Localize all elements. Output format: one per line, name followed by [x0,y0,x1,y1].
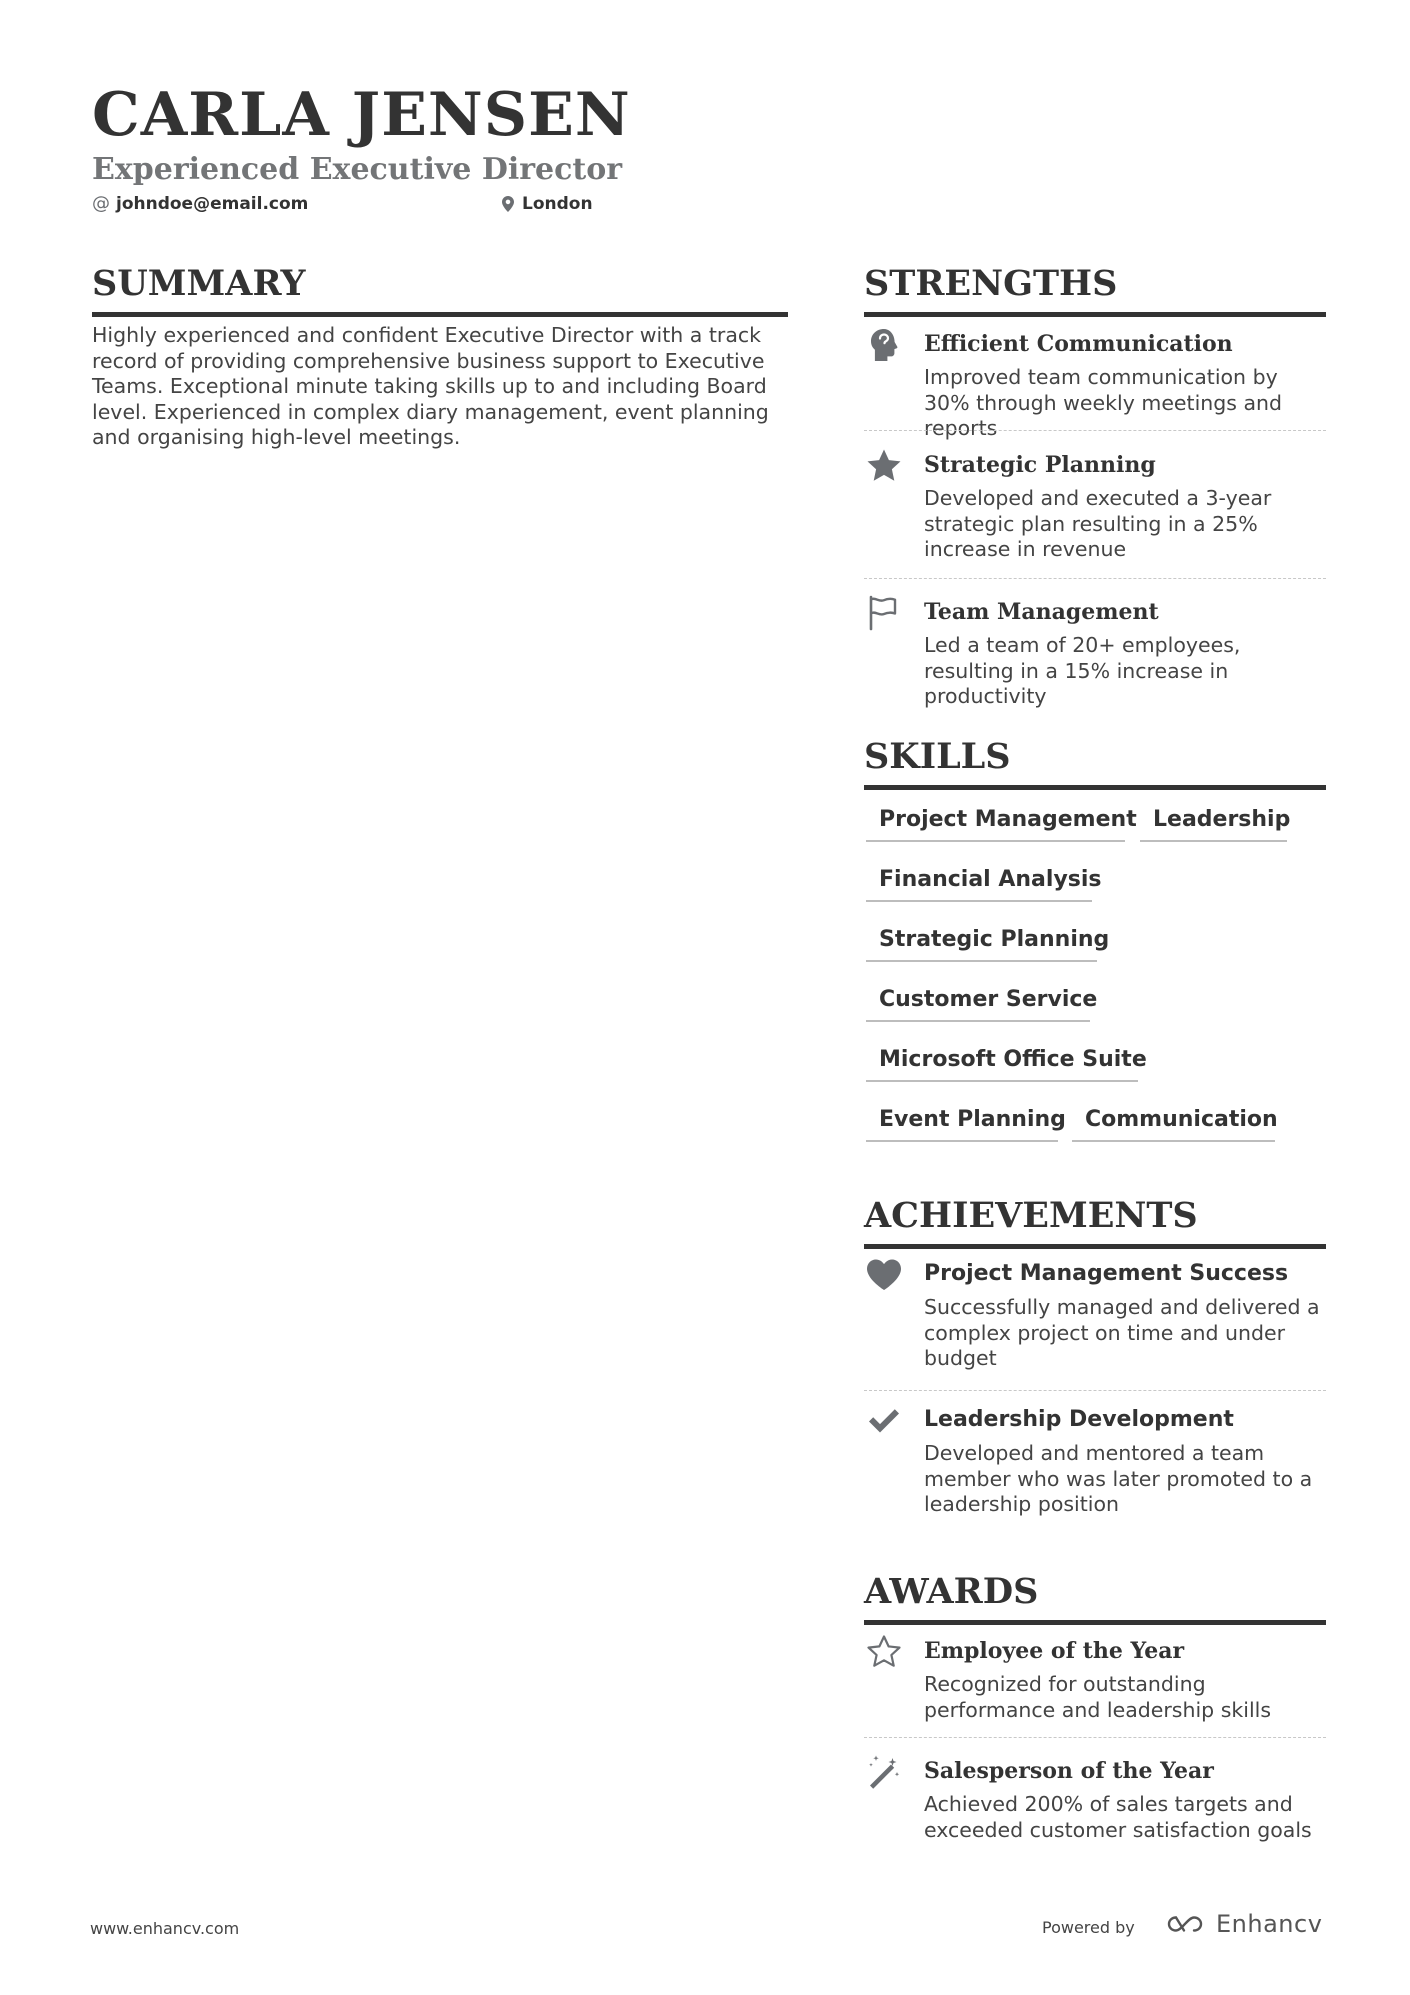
strength-title: Strategic Planning [924,452,1156,478]
achievement-item [864,1255,1326,1377]
skill-tag: Project Management [866,800,1125,842]
candidate-title: Experienced Executive Director [92,152,623,187]
location-pin-icon [502,196,514,212]
flag-icon [864,593,904,633]
strength-item [864,593,1326,708]
at-icon: @ [92,193,110,214]
award-item [864,1752,1326,1848]
divider [864,430,1326,431]
award-desc: Recognized for outstanding performance and leadership skills [924,1672,1272,1722]
strength-desc: Led a team of 20+ employees, resulting in a 15% increase in productivity [924,633,1241,708]
strength-desc: Developed and executed a 3-year strategic plan resulting in a 25% increase in revenue [924,486,1272,561]
checkmark-icon [864,1401,904,1441]
divider [864,1390,1326,1391]
strength-item [864,325,1326,440]
heart-icon [864,1255,904,1295]
contact-location [502,192,593,216]
candidate-name: CARLA JENSEN [92,80,631,150]
achievement-title: Leadership Development [924,1407,1234,1432]
star-outline-icon [864,1632,904,1672]
summary-heading: SUMMARY [92,262,788,317]
skills-heading: SKILLS [864,735,1326,790]
strengths-heading: STRENGTHS [864,262,1326,317]
summary-text: Highly experienced and confident Executive Director with a track record of providing comprehensive business support to Executive Teams. Exceptional minute taking skills up to and including Board level. Experienced in complex diary management, event planning and organising high-level meetings. [92,323,769,449]
award-desc: Achieved 200% of sales targets and exceeded customer satisfaction goals [924,1792,1312,1842]
award-title: Employee of the Year [924,1638,1185,1664]
divider [864,578,1326,579]
divider [864,1737,1326,1738]
skill-tag: Customer Service [866,980,1090,1022]
strength-title: Efficient Communication [924,331,1233,357]
magic-wand-icon [864,1752,904,1792]
awards-heading: AWARDS [864,1570,1326,1625]
footer-url[interactable]: www.enhancv.com [90,1919,240,1938]
skill-tag: Communication [1072,1100,1275,1142]
strength-item [864,446,1326,568]
email-text: johndoe@email.com [116,194,309,214]
enhancv-logo-icon [1162,1912,1208,1936]
award-title: Salesperson of the Year [924,1758,1214,1784]
powered-by-label: Powered by [1042,1918,1135,1937]
strength-desc: Improved team communication by 30% through weekly meetings and reports [924,365,1283,440]
skill-tag: Event Planning [866,1100,1058,1142]
skill-tag: Microsoft Office Suite [866,1040,1138,1082]
strength-title: Team Management [924,599,1159,625]
location-text: London [522,194,593,214]
contact-email[interactable] [92,192,308,216]
head-icon [864,325,904,365]
skill-tag: Strategic Planning [866,920,1097,962]
achievement-desc: Successfully managed and delivered a complex project on time and under budget [924,1295,1320,1370]
achievement-desc: Developed and mentored a team member who was later promoted to a leadership position [924,1441,1313,1516]
enhancv-brand[interactable] [1162,1910,1322,1938]
achievement-title: Project Management Success [924,1261,1289,1286]
brand-text: Enhancv [1216,1910,1323,1938]
skill-tag: Leadership [1140,800,1287,842]
star-icon [864,446,904,486]
achievements-heading: ACHIEVEMENTS [864,1194,1326,1249]
achievement-item [864,1401,1326,1523]
award-item [864,1632,1326,1728]
skill-tag: Financial Analysis [866,860,1092,902]
